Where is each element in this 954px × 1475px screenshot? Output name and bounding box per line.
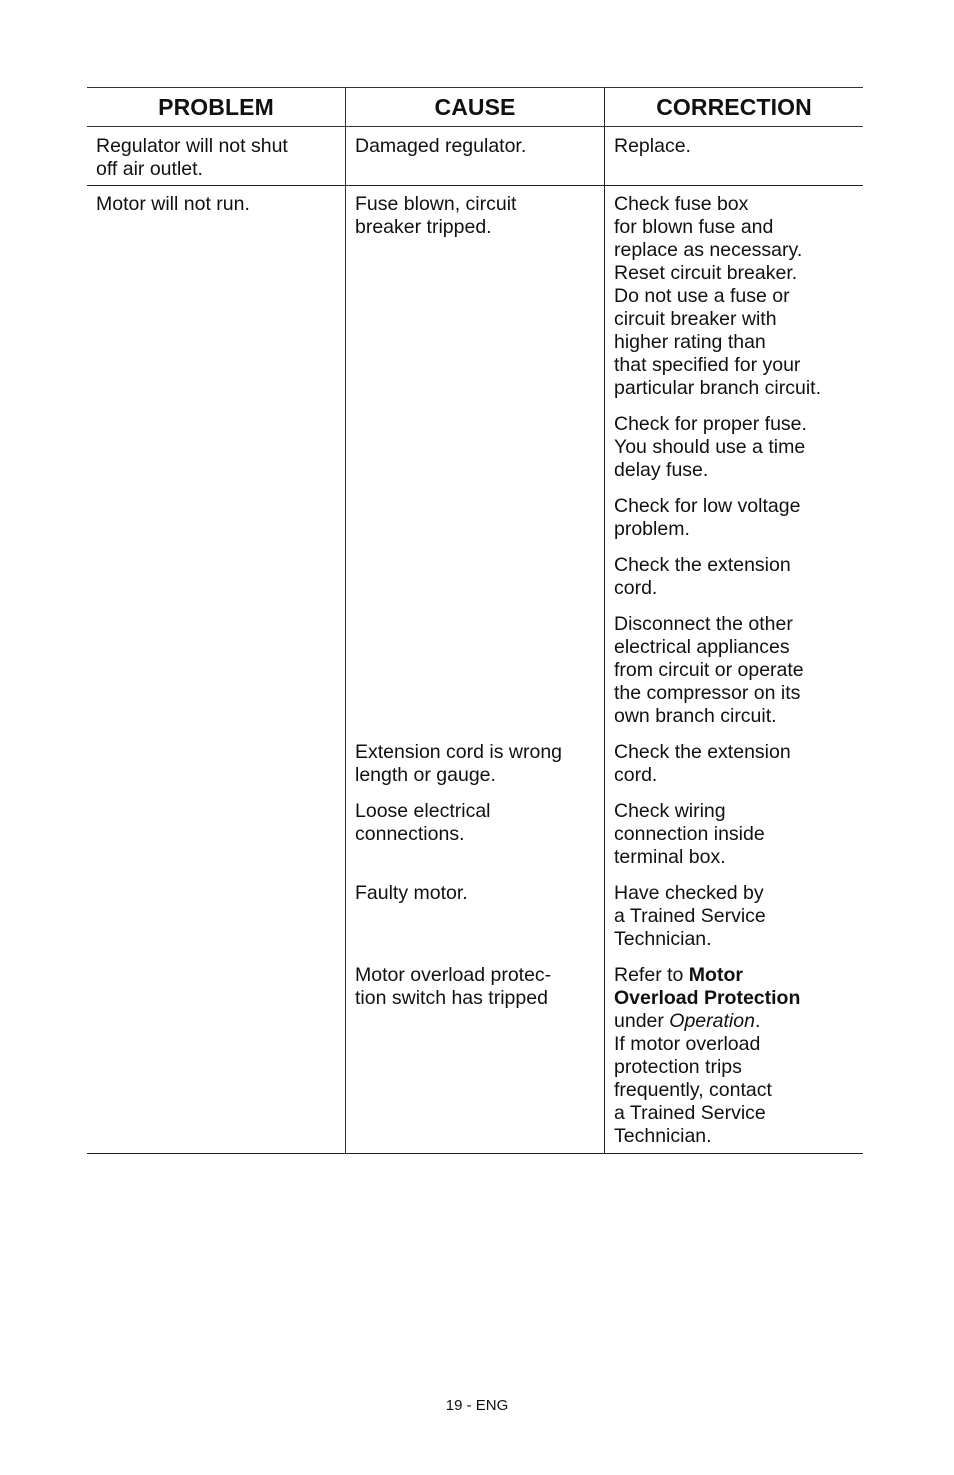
correction-item: Have checked by a Trained Service Technician.	[614, 882, 766, 950]
overload-protection-bold-text: Overload Protection	[614, 987, 801, 1009]
correction-item: Disconnect the other electrical appliances from circuit or operate the compressor on its own branch circuit.	[614, 613, 804, 727]
page-footer: 19 - ENG	[445, 1397, 509, 1414]
cause-cell	[345, 127, 604, 185]
correction-item: Check wiring connection inside terminal box.	[614, 800, 765, 868]
refer-to-text: Refer to	[614, 964, 689, 986]
problem-text: off air outlet.	[96, 158, 203, 180]
under-text: under	[614, 1010, 670, 1032]
cause-text: Damaged regulator.	[355, 135, 527, 157]
correction-cell	[604, 127, 863, 185]
header-correction: CORRECTION	[604, 88, 863, 126]
correction-item: Check the extension cord.	[614, 741, 791, 786]
motor-bold-text: Motor	[688, 964, 743, 986]
cause-cell	[345, 186, 604, 1153]
table-row	[87, 127, 863, 186]
table-header	[87, 88, 863, 127]
problem-cell	[87, 127, 345, 185]
correction-text: Replace.	[614, 135, 691, 157]
cause-item: Fuse blown, circuit breaker tripped.	[355, 193, 517, 238]
cause-item: Extension cord is wrong length or gauge.	[355, 741, 563, 786]
problem-text: Motor will not run.	[96, 193, 250, 215]
table-row	[87, 186, 863, 1153]
correction-item: Refer to Motor Overload Protection under Operation. If motor overload protection trips frequently, contact a Trained Service Technician.	[614, 964, 801, 1147]
cause-item: Faulty motor.	[355, 882, 468, 904]
correction-item: Check fuse box for blown fuse and replace as necessary. Reset circuit breaker. Do not use a fuse or circuit breaker with higher rating than that specified for your particular branch circuit.	[614, 193, 821, 399]
header-problem: PROBLEM	[158, 93, 274, 120]
problem-cell	[87, 186, 345, 1153]
correction-item: Check for proper fuse. You should use a time delay fuse.	[614, 413, 807, 481]
correction-item: Check for low voltage problem.	[614, 495, 801, 540]
correction-cell	[604, 186, 863, 1153]
correction-item: Check the extension cord.	[614, 554, 791, 599]
header-cause: CAUSE	[345, 88, 604, 126]
troubleshooting-table	[87, 87, 863, 1154]
operation-italic-text: Operation	[669, 1010, 755, 1032]
problem-text: Regulator will not shut	[96, 135, 288, 157]
cause-item: Loose electrical connections.	[355, 800, 491, 845]
cause-item: Motor overload protec- tion switch has tripped	[355, 964, 552, 1009]
